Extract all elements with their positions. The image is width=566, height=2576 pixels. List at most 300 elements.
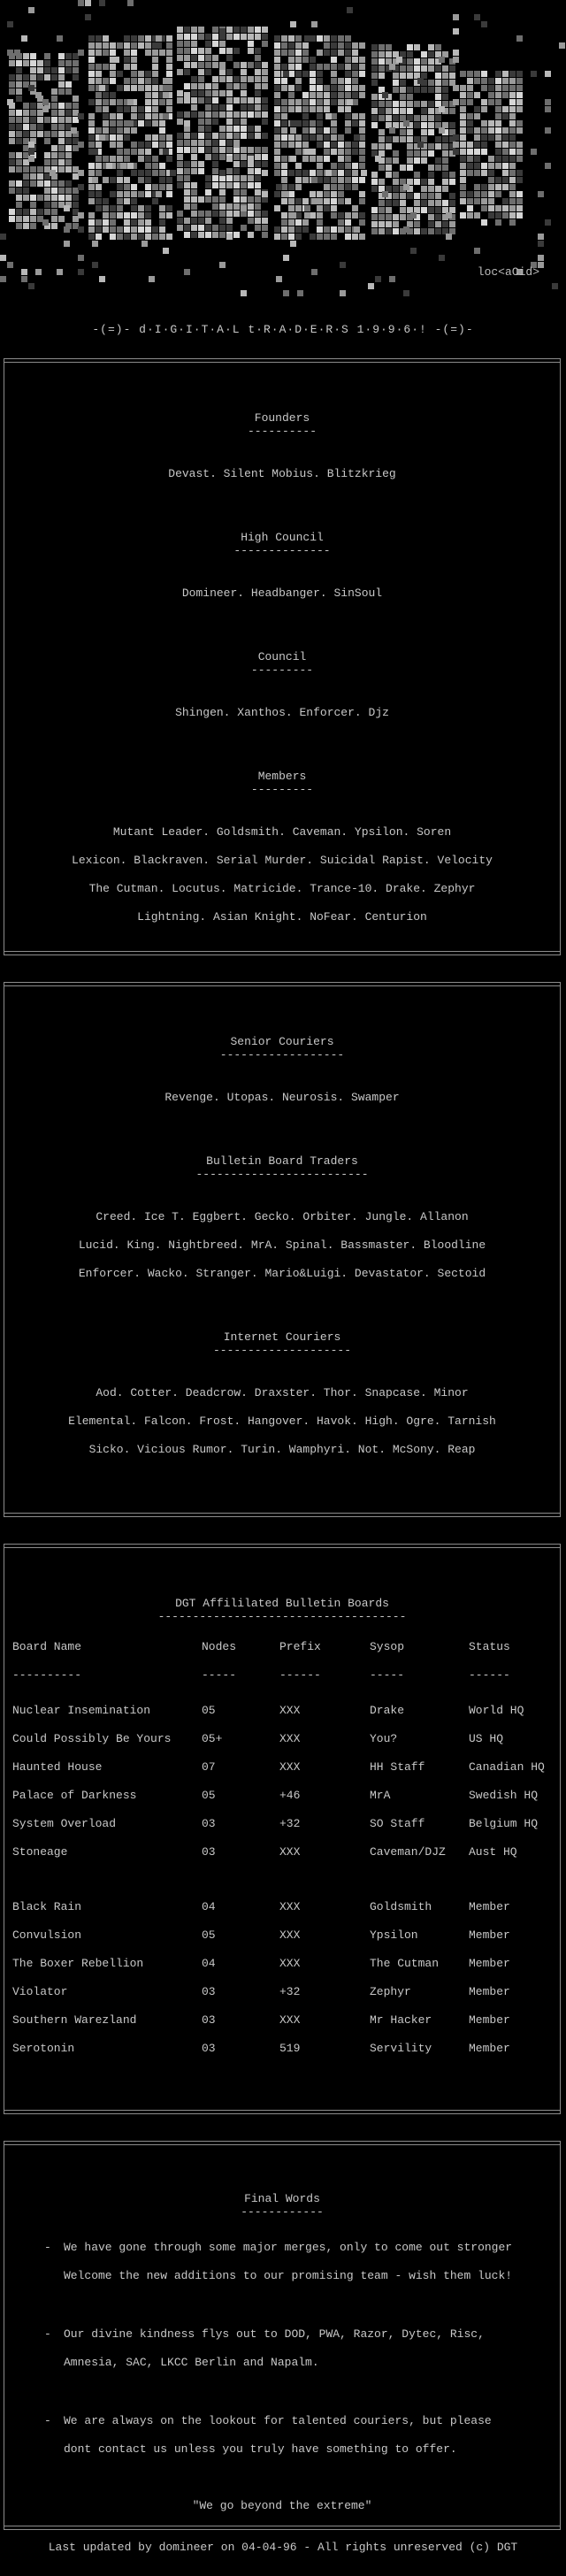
logo-pixel xyxy=(467,212,473,218)
logo-pixel xyxy=(117,170,123,176)
logo-pixel xyxy=(295,226,302,233)
logo-noise-pixel xyxy=(354,226,360,233)
logo-pixel xyxy=(502,78,509,84)
logo-pixel xyxy=(117,42,123,49)
logo-noise-pixel xyxy=(14,50,20,56)
logo-noise-pixel xyxy=(233,142,240,148)
logo-pixel xyxy=(502,106,509,112)
logo-noise-pixel xyxy=(64,205,70,211)
logo-pixel xyxy=(9,180,15,187)
logo-noise-pixel xyxy=(439,127,445,134)
logo-pixel xyxy=(191,147,197,153)
logo-pixel xyxy=(317,134,323,141)
logo-pixel xyxy=(386,101,392,107)
logo-pixel xyxy=(51,223,57,229)
logo-pixel xyxy=(474,156,480,162)
bbs-title-rule: ------------------------------------ xyxy=(157,1610,407,1623)
logo-pixel xyxy=(288,142,294,148)
logo-pixel xyxy=(288,170,294,176)
logo-pixel xyxy=(274,106,280,112)
logo-pixel xyxy=(488,156,494,162)
logo-pixel xyxy=(302,106,309,112)
logo-pixel xyxy=(219,189,226,196)
logo-noise-pixel xyxy=(28,142,34,148)
logo-pixel xyxy=(226,119,233,125)
table-spacer xyxy=(12,1866,552,1892)
logo-noise-pixel xyxy=(531,149,537,155)
logo-pixel xyxy=(509,177,516,183)
logo-pixel xyxy=(281,42,287,49)
bbs-panel xyxy=(2,1544,562,2114)
table-cell: +32 xyxy=(279,1984,301,1998)
logo-pixel xyxy=(184,34,190,40)
logo-pixel xyxy=(37,209,43,215)
logo-noise-pixel xyxy=(156,191,162,197)
logo-pixel xyxy=(233,203,240,210)
logo-noise-pixel xyxy=(21,269,27,275)
logo-pixel xyxy=(302,50,309,56)
logo-pixel xyxy=(117,234,123,240)
logo-pixel xyxy=(421,101,427,107)
logo-pixel xyxy=(191,203,197,210)
logo-pixel xyxy=(302,156,309,162)
logo-pixel xyxy=(281,198,287,204)
logo-pixel xyxy=(295,64,302,70)
logo-pixel xyxy=(428,165,434,171)
logo-pixel xyxy=(51,124,57,130)
logo-pixel xyxy=(302,92,309,98)
logo-pixel xyxy=(481,99,487,105)
section-title-rule: ---------- xyxy=(247,425,317,438)
logo-pixel xyxy=(407,165,413,171)
table-cell: XXX xyxy=(279,1844,301,1859)
final-line: Our divine kindness flys out to DOD, PWA, Razor, Dytec, Risc, xyxy=(64,2327,485,2341)
logo-pixel xyxy=(516,71,523,77)
logo-pixel xyxy=(407,193,413,199)
logo-pixel xyxy=(131,191,137,197)
logo-pixel xyxy=(310,99,316,105)
logo-pixel xyxy=(37,60,43,66)
logo-pixel xyxy=(96,156,102,162)
logo-pixel xyxy=(288,226,294,233)
table-row xyxy=(12,1920,552,1949)
logo-pixel xyxy=(205,225,211,231)
logo-noise-pixel xyxy=(446,234,452,240)
logo-pixel xyxy=(30,117,36,123)
logo-pixel xyxy=(23,138,29,144)
logo-pixel xyxy=(338,149,344,155)
logo-pixel xyxy=(255,147,261,153)
table-cell: 03 xyxy=(202,2041,216,2055)
logo-pixel xyxy=(460,85,466,91)
logo-pixel xyxy=(233,168,240,174)
section-names xyxy=(2,1203,562,1288)
logo-pixel xyxy=(205,211,211,217)
logo-pixel xyxy=(345,71,351,77)
logo-pixel xyxy=(248,27,254,33)
logo-pixel xyxy=(248,41,254,47)
logo-pixel xyxy=(58,103,65,109)
logo-pixel xyxy=(51,159,57,165)
logo-noise-pixel xyxy=(78,142,84,148)
panel-bottom-border xyxy=(4,2529,561,2530)
logo-pixel xyxy=(274,85,280,91)
logo-pixel xyxy=(393,179,399,185)
logo-pixel xyxy=(96,184,102,190)
panel-bottom-border xyxy=(4,1516,561,1517)
logo-pixel xyxy=(495,85,501,91)
final-item xyxy=(37,2320,527,2377)
logo-pixel xyxy=(428,150,434,157)
logo-pixel xyxy=(393,172,399,178)
logo-noise-pixel xyxy=(417,78,424,84)
logo-pixel xyxy=(198,168,204,174)
logo-pixel xyxy=(44,74,50,80)
logo-pixel xyxy=(274,42,280,49)
logo-pixel xyxy=(177,140,183,146)
table-cell: Goldsmith xyxy=(370,1899,432,1913)
logo-pixel xyxy=(345,78,351,84)
logo-pixel xyxy=(166,134,172,141)
logo-pixel xyxy=(421,207,427,213)
logo-pixel xyxy=(324,198,330,204)
logo-pixel xyxy=(331,191,337,197)
logo-pixel xyxy=(37,166,43,172)
logo-pixel xyxy=(310,127,316,134)
logo-pixel xyxy=(386,200,392,206)
logo-pixel xyxy=(379,165,385,171)
logo-pixel xyxy=(88,57,95,63)
table-cell: Nuclear Insemination xyxy=(12,1703,151,1717)
logo-pixel xyxy=(65,138,72,144)
logo-pixel xyxy=(262,133,268,139)
logo-pixel xyxy=(23,209,29,215)
logo-pixel xyxy=(317,198,323,204)
logo-pixel xyxy=(124,234,130,240)
logo-pixel xyxy=(191,76,197,82)
logo-pixel xyxy=(212,104,218,111)
logo-pixel xyxy=(23,180,29,187)
logo-noise-pixel xyxy=(226,234,233,240)
section-names xyxy=(2,818,562,932)
logo-pixel xyxy=(442,122,448,128)
logo-pixel xyxy=(58,117,65,123)
logo-pixel xyxy=(345,177,351,183)
logo-pixel xyxy=(184,126,190,132)
logo-pixel xyxy=(184,168,190,174)
logo-pixel xyxy=(414,179,420,185)
logo-pixel xyxy=(159,205,165,211)
logo-pixel xyxy=(124,85,130,91)
logo-pixel xyxy=(516,177,523,183)
logo-pixel xyxy=(400,51,406,58)
logo-pixel xyxy=(198,140,204,146)
logo-pixel xyxy=(338,85,344,91)
final-line: We are always on the lookout for talented couriers, but please xyxy=(64,2414,492,2427)
logo-pixel xyxy=(212,41,218,47)
logo-pixel xyxy=(110,205,116,211)
logo-pixel xyxy=(145,113,151,119)
logo-pixel xyxy=(449,207,455,213)
logo-noise-pixel xyxy=(389,127,395,134)
logo-pixel xyxy=(152,120,158,126)
logo-pixel xyxy=(338,35,344,42)
logo-pixel xyxy=(295,170,302,176)
logo-pixel xyxy=(177,161,183,167)
section-names xyxy=(2,579,562,608)
logo-pixel xyxy=(495,156,501,162)
logo-pixel xyxy=(241,147,247,153)
logo-pixel xyxy=(166,42,172,49)
logo-pixel xyxy=(359,113,365,119)
logo-pixel xyxy=(159,226,165,233)
logo-pixel xyxy=(184,55,190,61)
logo-pixel xyxy=(205,154,211,160)
logo-pixel xyxy=(110,177,116,183)
logo-pixel xyxy=(502,113,509,119)
logo-pixel xyxy=(295,234,302,240)
logo-pixel xyxy=(152,92,158,98)
logo-pixel xyxy=(65,88,72,95)
logo-noise-pixel xyxy=(156,42,162,49)
logo-pixel xyxy=(331,177,337,183)
logo-pixel xyxy=(379,179,385,185)
logo-pixel xyxy=(302,177,309,183)
logo-pixel xyxy=(371,179,378,185)
logo-pixel xyxy=(110,78,116,84)
logo-pixel xyxy=(233,76,240,82)
logo-pixel xyxy=(255,34,261,40)
logo-pixel xyxy=(352,234,358,240)
logo-pixel xyxy=(407,150,413,157)
logo-pixel xyxy=(428,115,434,121)
logo-noise-pixel xyxy=(276,184,282,190)
logo-pixel xyxy=(302,142,309,148)
logo-pixel xyxy=(400,108,406,114)
table-cell: 05 xyxy=(202,1703,216,1717)
logo-pixel xyxy=(324,177,330,183)
logo-pixel xyxy=(184,203,190,210)
table-row xyxy=(12,1724,552,1752)
logo-pixel xyxy=(331,198,337,204)
logo-pixel xyxy=(421,115,427,121)
logo-pixel xyxy=(205,34,211,40)
logo-pixel xyxy=(331,78,337,84)
logo-pixel xyxy=(345,184,351,190)
logo-pixel xyxy=(166,234,172,240)
logo-pixel xyxy=(152,170,158,176)
logo-pixel xyxy=(502,205,509,211)
logo-pixel xyxy=(345,234,351,240)
logo-pixel xyxy=(103,177,109,183)
logo-pixel xyxy=(138,234,144,240)
logo-pixel xyxy=(138,170,144,176)
logo-noise-pixel xyxy=(7,21,13,27)
logo-pixel xyxy=(255,189,261,196)
logo-pixel xyxy=(359,163,365,169)
logo-pixel xyxy=(177,147,183,153)
logo-pixel xyxy=(331,212,337,218)
logo-pixel xyxy=(407,136,413,142)
logo-pixel xyxy=(317,205,323,211)
logo-pixel xyxy=(184,189,190,196)
logo-pixel xyxy=(393,87,399,93)
logo-pixel xyxy=(166,106,172,112)
logo-pixel xyxy=(73,166,79,172)
logo-noise-pixel xyxy=(502,212,509,218)
logo-pixel xyxy=(288,42,294,49)
table-row xyxy=(12,1892,552,1920)
logo-pixel xyxy=(488,127,494,134)
logo-pixel xyxy=(481,205,487,211)
logo-noise-pixel xyxy=(226,156,233,162)
final-item xyxy=(37,2407,527,2464)
logo-noise-pixel xyxy=(545,127,551,134)
logo-pixel xyxy=(152,85,158,91)
logo-pixel xyxy=(288,85,294,91)
logo-pixel xyxy=(516,198,523,204)
logo-pixel xyxy=(131,113,137,119)
logo-pixel xyxy=(96,234,102,240)
panel-top-border-inner xyxy=(4,1547,561,1548)
logo-pixel xyxy=(219,104,226,111)
logo-pixel xyxy=(435,200,441,206)
logo-pixel xyxy=(241,211,247,217)
logo-pixel xyxy=(16,216,22,222)
logo-pixel xyxy=(302,71,309,77)
logo-noise-pixel xyxy=(21,276,27,282)
logo-pixel xyxy=(145,106,151,112)
logo-pixel xyxy=(495,184,501,190)
logo-pixel xyxy=(65,117,72,123)
logo-pixel xyxy=(502,127,509,134)
logo-pixel xyxy=(414,150,420,157)
logo-pixel xyxy=(442,186,448,192)
logo-pixel xyxy=(449,108,455,114)
logo-noise-pixel xyxy=(403,226,409,233)
logo-pixel xyxy=(414,87,420,93)
logo-pixel xyxy=(177,55,183,61)
logo-pixel xyxy=(274,149,280,155)
table-cell: 03 xyxy=(202,1844,216,1859)
table-cell: Member xyxy=(469,1899,510,1913)
logo-pixel xyxy=(407,44,413,50)
logo-pixel xyxy=(124,57,130,63)
logo-pixel xyxy=(198,27,204,33)
logo-pixel xyxy=(145,71,151,77)
logo-noise-pixel xyxy=(283,255,289,261)
logo-pixel xyxy=(324,92,330,98)
logo-noise-pixel xyxy=(78,226,84,233)
logo-pixel xyxy=(262,211,268,217)
logo-pixel xyxy=(393,108,399,114)
logo-pixel xyxy=(281,99,287,105)
table-row xyxy=(12,1752,552,1781)
logo-noise-pixel xyxy=(163,85,169,91)
logo-pixel xyxy=(359,156,365,162)
logo-pixel xyxy=(509,85,516,91)
logo-pixel xyxy=(379,87,385,93)
logo-pixel xyxy=(88,184,95,190)
logo-pixel xyxy=(16,152,22,158)
logo-pixel xyxy=(212,62,218,68)
logo-pixel xyxy=(262,119,268,125)
logo-pixel xyxy=(310,57,316,63)
logo-pixel xyxy=(51,209,57,215)
logo-pixel xyxy=(449,200,455,206)
logo-pixel xyxy=(379,51,385,58)
logo-pixel xyxy=(274,57,280,63)
logo-pixel xyxy=(255,97,261,104)
logo-noise-pixel xyxy=(127,163,134,169)
logo-pixel xyxy=(481,170,487,176)
logo-pixel xyxy=(124,42,130,49)
logo-pixel xyxy=(198,69,204,75)
logo-pixel xyxy=(414,115,420,121)
logo-pixel xyxy=(288,35,294,42)
logo-pixel xyxy=(488,170,494,176)
logo-pixel xyxy=(331,57,337,63)
logo-pixel xyxy=(131,57,137,63)
logo-pixel xyxy=(166,191,172,197)
logo-pixel xyxy=(428,172,434,178)
logo-pixel xyxy=(131,212,137,218)
logo-pixel xyxy=(212,168,218,174)
logo-pixel xyxy=(281,234,287,240)
logo-pixel xyxy=(16,209,22,215)
logo-pixel xyxy=(103,42,109,49)
logo-pixel xyxy=(23,74,29,80)
table-cell: +46 xyxy=(279,1788,301,1802)
table-cell: ------ xyxy=(279,1668,321,1682)
bullet-dash: - xyxy=(44,2414,51,2427)
logo-pixel xyxy=(274,113,280,119)
logo-pixel xyxy=(73,53,79,59)
logo-pixel xyxy=(495,163,501,169)
logo-pixel xyxy=(281,78,287,84)
logo-pixel xyxy=(331,92,337,98)
logo-pixel xyxy=(44,188,50,194)
logo-pixel xyxy=(281,35,287,42)
logo-pixel xyxy=(393,214,399,220)
logo-noise-pixel xyxy=(35,92,42,98)
logo-pixel xyxy=(495,71,501,77)
logo-pixel xyxy=(295,57,302,63)
logo-pixel xyxy=(295,106,302,112)
logo-pixel xyxy=(488,184,494,190)
logo-pixel xyxy=(191,133,197,139)
logo-pixel xyxy=(219,41,226,47)
logo-pixel xyxy=(44,166,50,172)
logo-pixel xyxy=(386,58,392,65)
logo-pixel xyxy=(110,226,116,233)
logo-pixel xyxy=(117,120,123,126)
logo-pixel xyxy=(96,205,102,211)
logo-pixel xyxy=(37,117,43,123)
logo-pixel xyxy=(449,172,455,178)
logo-pixel xyxy=(331,50,337,56)
logo-pixel xyxy=(428,65,434,72)
logo-pixel xyxy=(177,90,183,96)
logo-pixel xyxy=(288,64,294,70)
footer-text: Last updated by domineer on 04-04-96 - All rights unreserved (c) DGT xyxy=(48,2541,518,2554)
logo-pixel xyxy=(262,154,268,160)
logo-pixel xyxy=(88,142,95,148)
final-words-rule: ------------ xyxy=(241,2205,324,2219)
logo-noise-pixel xyxy=(538,191,544,197)
logo-pixel xyxy=(435,214,441,220)
logo-pixel xyxy=(219,90,226,96)
